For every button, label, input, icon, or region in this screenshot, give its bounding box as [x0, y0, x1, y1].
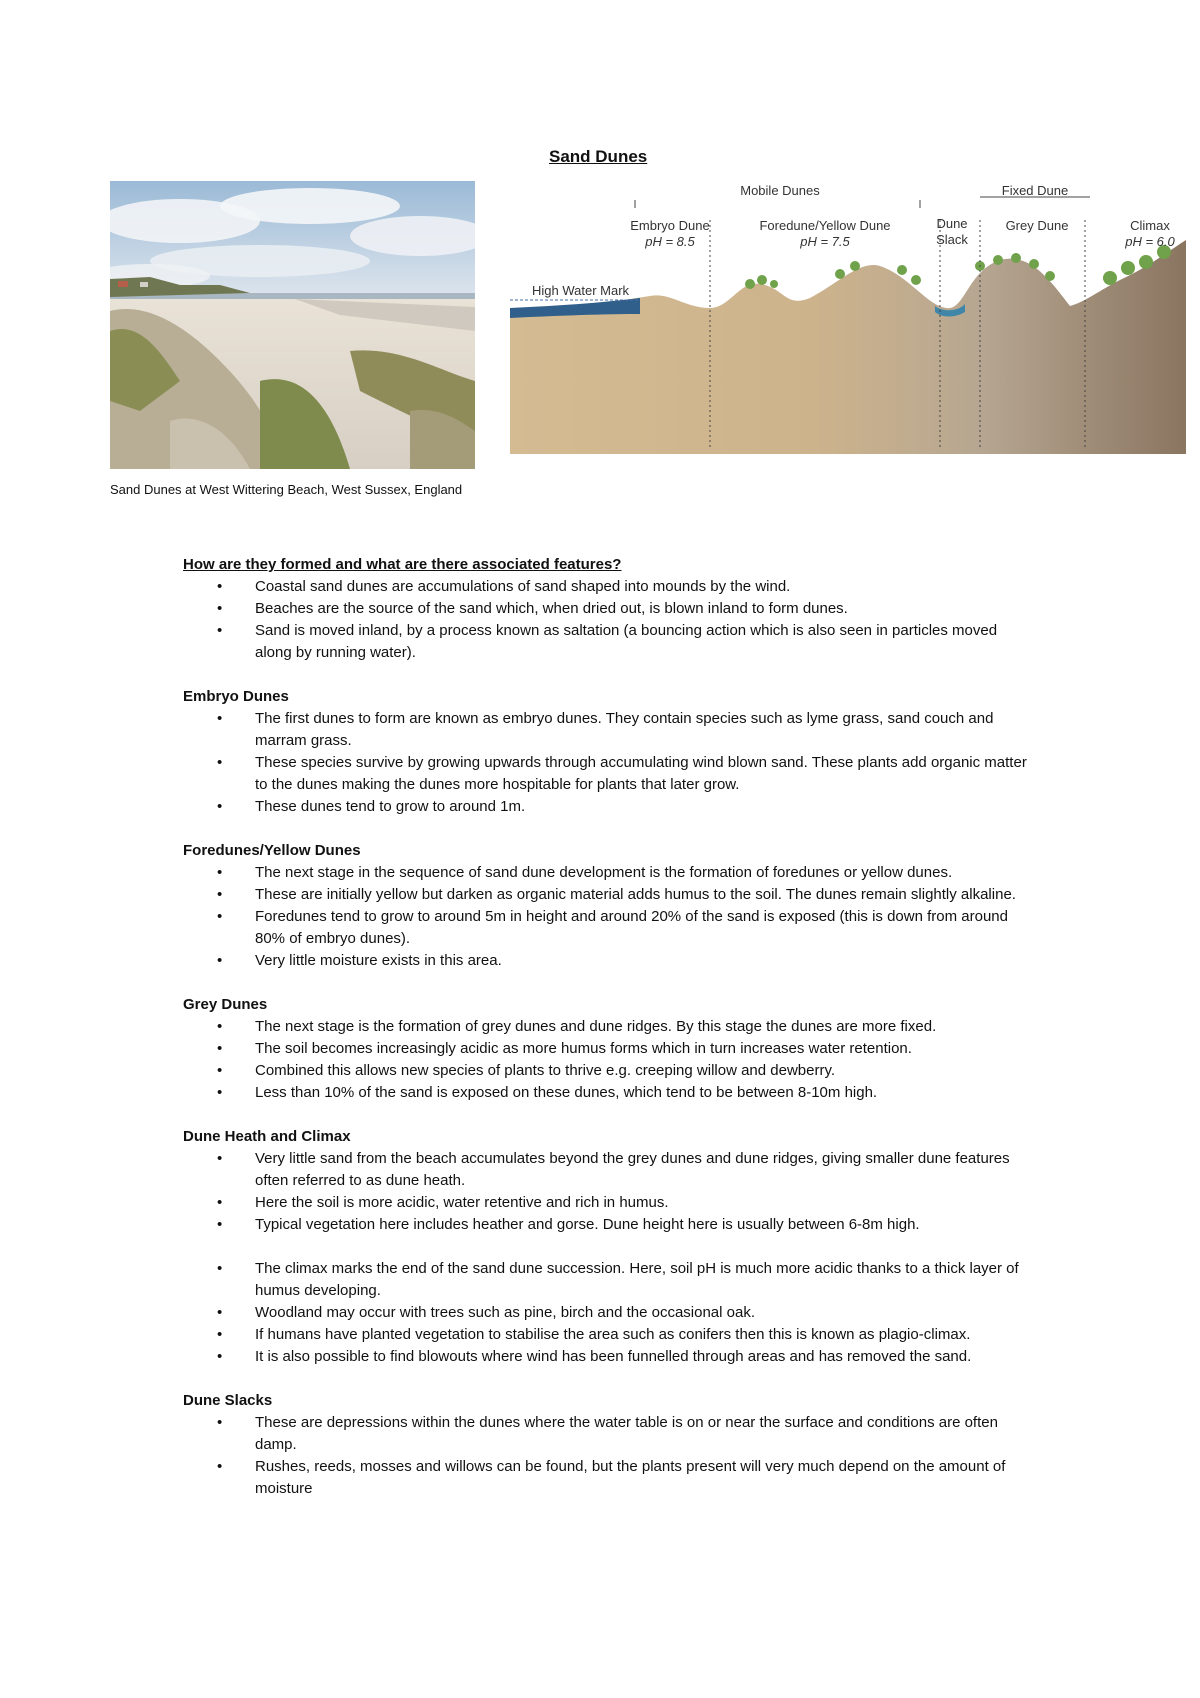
list-item: • Coastal sand dunes are accumulations of sand shaped into mounds by the wind. — [183, 576, 1033, 598]
section-heading: Grey Dunes — [183, 996, 268, 1013]
section-grey-dunes — [183, 994, 1033, 1104]
section-heading: Dune Heath and Climax — [183, 1128, 351, 1145]
bullet-list — [183, 1412, 1033, 1500]
section-foredunes — [183, 840, 1033, 972]
section-heading: Embryo Dunes — [183, 688, 289, 705]
list-item: • The climax marks the end of the sand dune succession. Here, soil pH is much more acidic thanks to a thick layer of humus developing. — [183, 1258, 1033, 1302]
zone-climax-label: Climax — [1130, 218, 1170, 233]
list-item: • It is also possible to find blowouts where wind has been funnelled through areas and has removed the sand. — [183, 1346, 1033, 1368]
section-embryo-dunes — [183, 686, 1033, 818]
zone-foredune-ph: pH = 7.5 — [800, 234, 850, 249]
list-item: • The next stage in the sequence of sand dune development is the formation of foredunes or yellow dunes. — [183, 862, 1033, 884]
list-item: • These are depressions within the dunes where the water table is on or near the surface and conditions are often damp. — [183, 1412, 1033, 1456]
photo-caption: Sand Dunes at West Wittering Beach, West Sussex, England — [110, 482, 463, 497]
list-item: • If humans have planted vegetation to stabilise the area such as conifers then this is known as plagio-climax. — [183, 1324, 1033, 1346]
bullet-list — [183, 1016, 1033, 1104]
section-heading: How are they formed and what are there associated features? — [183, 556, 622, 573]
zone-grey-label: Grey Dune — [1005, 218, 1069, 233]
bullet-list — [183, 1148, 1033, 1236]
list-item: • Rushes, reeds, mosses and willows can be found, but the plants present will very much depend on the amount of moisture — [183, 1456, 1033, 1500]
section-dune-heath-climax — [183, 1126, 1033, 1368]
bullet-list — [183, 576, 1033, 664]
list-item: • The first dunes to form are known as embryo dunes. They contain species such as lyme grass, sand couch and marram grass. — [183, 708, 1033, 752]
bullet-list — [183, 708, 1033, 818]
group-fixed-label: Fixed Dune — [1001, 183, 1069, 198]
zone-foredune-label: Foredune/Yellow Dune — [759, 218, 891, 233]
group-mobile-label: Mobile Dunes — [740, 183, 820, 198]
zone-embryo-ph: pH = 8.5 — [645, 234, 695, 249]
bullet-list — [183, 1258, 1033, 1368]
list-item: • Very little moisture exists in this area. — [183, 950, 1033, 972]
section-dune-slacks — [183, 1390, 1033, 1500]
notes-body — [183, 554, 1033, 1522]
list-item: • Sand is moved inland, by a process known as saltation (a bouncing action which is also seen in particles moved along by running water). — [183, 620, 1033, 664]
list-item: • Combined this allows new species of plants to thrive e.g. creeping willow and dewberry. — [183, 1060, 1033, 1082]
list-item: • The next stage is the formation of grey dunes and dune ridges. By this stage the dunes are more fixed. — [183, 1016, 1033, 1038]
list-item: • These are initially yellow but darken as organic material adds humus to the soil. The dunes remain slightly alkaline. — [183, 884, 1033, 906]
list-item: • Typical vegetation here includes heather and gorse. Dune height here is usually between 6-8m high. — [183, 1214, 1033, 1236]
section-heading: Foredunes/Yellow Dunes — [183, 842, 361, 859]
section-heading: Dune Slacks — [183, 1392, 273, 1409]
bullet-list — [183, 862, 1033, 972]
list-item: • These species survive by growing upwards through accumulating wind blown sand. These plants add organic matter to the dunes making the dunes more hospitable for plants that later grow. — [183, 752, 1033, 796]
zone-slack-label-2: Slack — [936, 232, 968, 247]
zone-embryo-label: Embryo Dune — [630, 218, 710, 233]
list-item: • Very little sand from the beach accumulates beyond the grey dunes and dune ridges, giving smaller dune features often referred to as dune heath. — [183, 1148, 1033, 1192]
zone-climax-ph: pH = 6.0 — [1125, 234, 1175, 249]
list-item: • Woodland may occur with trees such as pine, birch and the occasional oak. — [183, 1302, 1033, 1324]
page-title: Sand Dunes — [549, 147, 648, 166]
beach-photo — [110, 181, 475, 469]
list-item: • Here the soil is more acidic, water retentive and rich in humus. — [183, 1192, 1033, 1214]
list-item: • Foredunes tend to grow to around 5m in height and around 20% of the sand is exposed (this is down from around 80% of embryo dunes). — [183, 906, 1033, 950]
list-item: • Beaches are the source of the sand which, when dried out, is blown inland to form dunes. — [183, 598, 1033, 620]
section-formation — [183, 554, 1033, 664]
list-item: • Less than 10% of the sand is exposed on these dunes, which tend to be between 8-10m high. — [183, 1082, 1033, 1104]
dune-succession-diagram — [510, 180, 1186, 454]
list-item: • These dunes tend to grow to around 1m. — [183, 796, 1033, 818]
zone-slack-label-1: Dune — [936, 216, 968, 231]
list-item: • The soil becomes increasingly acidic as more humus forms which in turn increases water retention. — [183, 1038, 1033, 1060]
high-water-mark-label: High Water Mark — [532, 283, 630, 298]
vegetation — [745, 245, 1171, 289]
